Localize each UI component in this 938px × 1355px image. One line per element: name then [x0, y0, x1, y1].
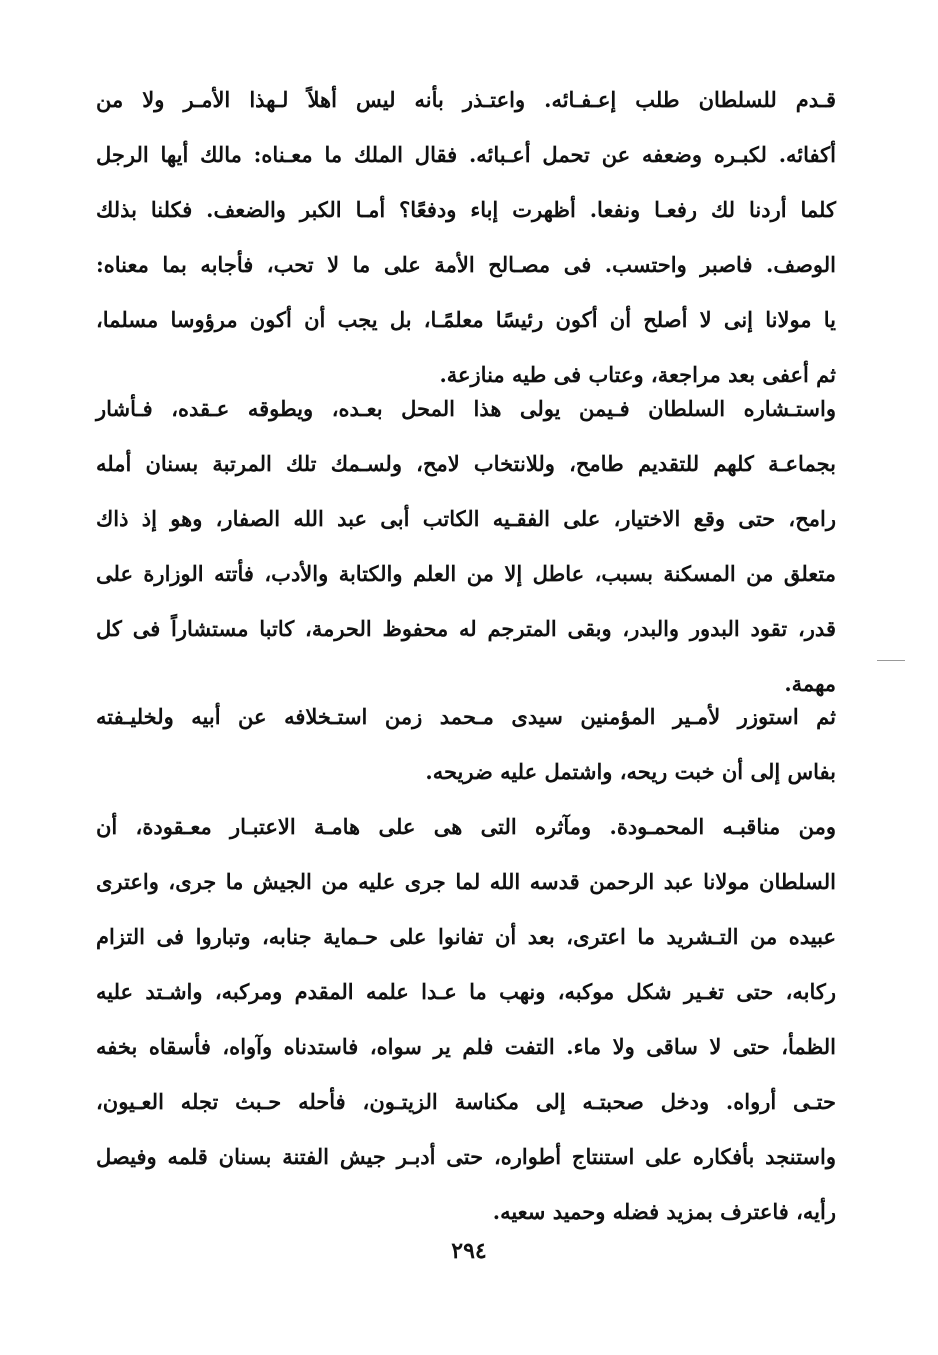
text-line: ثم استوزر لأمـير المؤمنين سيدى مـحمد زمن استـخلافه عن أبيه ولخليـفته	[96, 704, 836, 729]
text-line: مهمة.	[784, 671, 836, 696]
margin-mark	[877, 660, 905, 661]
text-line: يا مولانا إنى لا أصلح أن أكون رئيسًا معلمًـا، بل يجب أن أكون مرؤوسا مسلما،	[96, 307, 836, 332]
text-line: واستـشاره السلطان فـيمن يولى هذا المحل بعـده، ويطوقه عـقده، فـأشار	[96, 396, 836, 421]
text-line: واستنجد بأفكاره على استنتاج أطواره، حتى أدبـر جيش الفتنة بسنان قلمه وفيصل	[96, 1144, 836, 1169]
page-number: ٢٩٤	[451, 1238, 487, 1264]
text-line: رأيه، فاعترف بمزيد فضله وحميد سعيه.	[492, 1199, 836, 1224]
text-line: متعلق من المسكنة بسبب، عاطل إلا من العلم والكتابة والأدب، فأتته الوزارة على	[96, 561, 836, 586]
text-line: الظمأ، حتى لا ساقى ولا ماء. التفت فلم ير سواه، فاستدناه وآواه، فأسقاه بخفه	[96, 1034, 836, 1059]
text-line: حتـى أرواه. ودخل صحبتـه إلى مكناسة الزيتـون، فأحله حـبث تجله العـيون،	[96, 1089, 836, 1114]
text-line: أكفائه. لكبـره وضعفه عن تحمل أعـبائه. فقال الملك ما معـناه: مالك أيها الرجل	[96, 142, 836, 167]
text-line: رامح، حتى وقع الاختيار، على الفقـيه الكاتب أبى عبد الله الصفار، وهو إذ ذاك	[96, 506, 836, 531]
paragraph-2	[96, 381, 836, 711]
paragraph-1	[96, 72, 836, 402]
text-line: بجماعـة كلهم للتقديم طامح، وللانتخاب لامح، ولسـمك تلك المرتبة بسنان أمله	[96, 451, 836, 476]
text-line: بفاس إلى أن خبت ريحه، واشتمل عليه ضريحه.	[425, 759, 836, 784]
text-line: ومن مناقبـه المحمـودة. ومآثره التى هى على هامـة الاعتبـار معـقودة، أن	[96, 814, 836, 839]
text-line: قدر، تقود البدور والبدر، وبقى المترجم له محفوظ الحرمة، كاتبا مستشاراً فى كل	[96, 616, 836, 641]
text-line: ركابه، حتى تغـير شكل موكبه، ونهب ما عـدا علمه المقدم ومركبه، واشـتد عليه	[96, 979, 836, 1004]
paragraph-4	[96, 799, 836, 1239]
text-line: عبيده من التـشريد ما اعترى، بعد أن تفانوا على حـماية جنابه، وتباروا فى التزام	[96, 924, 836, 949]
text-line: الوصف. فاصبر واحتسب. فى مصـالح الأمة على ما لا تحب، فأجابه بما معناه:	[96, 252, 836, 277]
paragraph-3	[96, 689, 836, 799]
text-line: ثم أعفى بعد مراجعة، وعتاب فى طيه منازعة.	[439, 362, 836, 387]
text-line: قـدم للسلطان طلب إعـفـائه. واعتـذر بأنه ليس أهلاً لـهذا الأمـر ولا من	[96, 87, 836, 112]
text-line: كلما أردنا لك رفعـا ونفعا. أظهرت إباء ودفعًا؟ أمـا الكبر والضعف. فكلنا بذلك	[96, 197, 836, 222]
text-line: السلطان مولانا عبد الرحمن قدسه الله لما جرى عليه من الجيش ما جرى، واعترى	[96, 869, 836, 894]
